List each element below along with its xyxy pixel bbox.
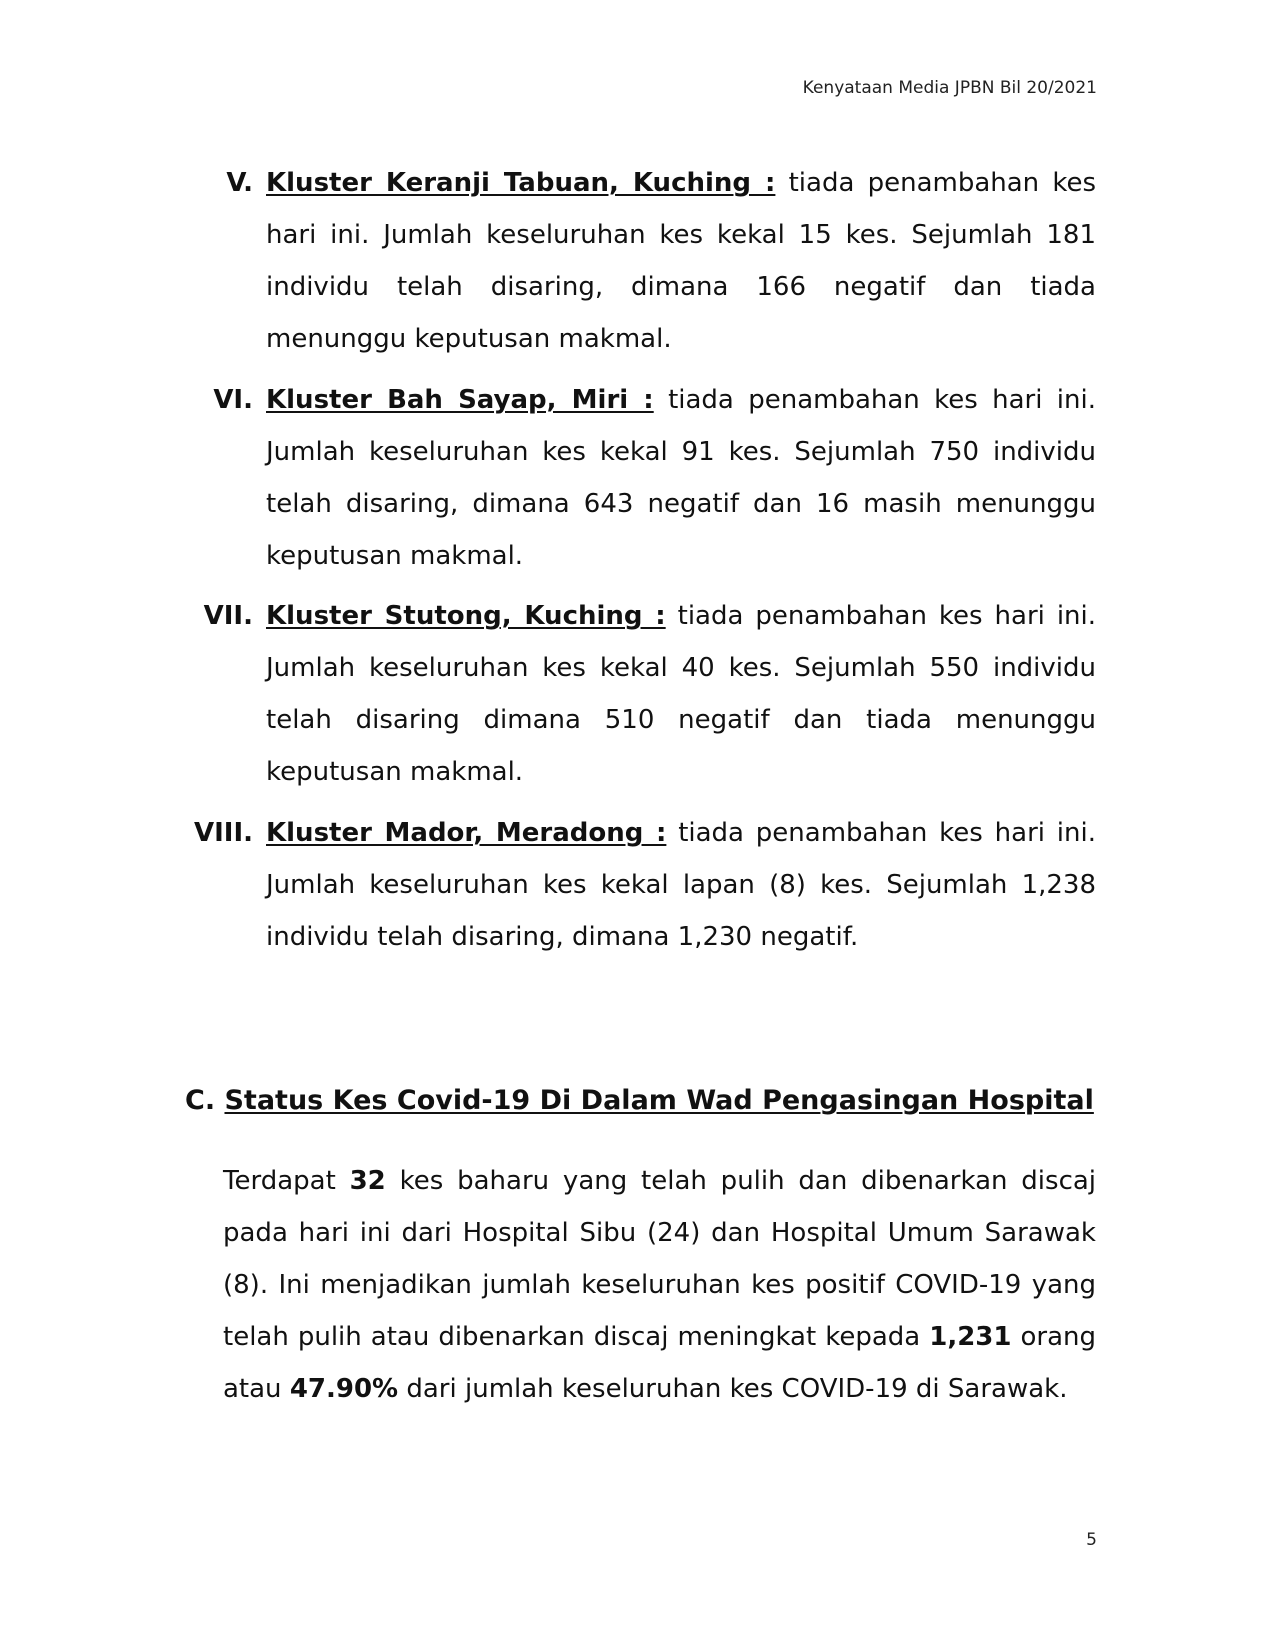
section-letter: C. [185, 1085, 216, 1116]
paragraph-text: orang atau [223, 1322, 1097, 1404]
cluster-title: Kluster Stutong, Kuching : [266, 601, 666, 631]
cluster-paragraph [266, 590, 1096, 798]
cluster-title: Kluster Mador, Meradong : [266, 818, 667, 848]
cluster-numeral: VI. [213, 385, 253, 415]
page-number: 5 [1086, 1530, 1097, 1550]
cluster-text: tiada penambahan kes hari ini. Jumlah keseluruhan kes kekal lapan (8) kes. Sejumlah 1,238 individu telah disaring, dimana 1,230 negatif. [266, 818, 1096, 952]
cluster-numeral: VII. [203, 601, 253, 631]
paragraph-text: Terdapat [223, 1166, 336, 1196]
cluster-paragraph [266, 374, 1096, 582]
cluster-text: tiada penambahan kes hari ini. Jumlah keseluruhan kes kekal 15 kes. Sejumlah 181 individu telah disaring, dimana 166 negatif dan tiada menunggu keputusan makmal. [266, 168, 1097, 354]
paragraph-text: dari jumlah keseluruhan kes COVID-19 di Sarawak. [406, 1374, 1068, 1404]
section-c-heading [185, 1085, 1094, 1116]
recovered-today-count: 32 [349, 1166, 386, 1196]
total-recovered-count: 1,231 [929, 1322, 1012, 1352]
document-reference-header: Kenyataan Media JPBN Bil 20/2021 [802, 78, 1097, 98]
section-c-paragraph [223, 1155, 1096, 1415]
cluster-title: Kluster Keranji Tabuan, Kuching : [266, 168, 776, 198]
cluster-text: tiada penambahan kes hari ini. Jumlah keseluruhan kes kekal 40 kes. Sejumlah 550 individu telah disaring dimana 510 negatif dan tiada menunggu keputusan makmal. [266, 601, 1097, 787]
cluster-text: tiada penambahan kes hari ini. Jumlah keseluruhan kes kekal 91 kes. Sejumlah 750 individu telah disaring, dimana 643 negatif dan 16 masih menunggu keputusan makmal. [266, 385, 1097, 571]
section-title: Status Kes Covid-19 Di Dalam Wad Pengasingan Hospital [224, 1085, 1094, 1116]
cluster-paragraph [266, 157, 1096, 365]
paragraph-text: kes baharu yang telah pulih dan dibenarkan discaj pada hari ini dari Hospital Sibu (24) dan Hospital Umum Sarawak (8). Ini menjadikan jumlah keseluruhan kes positif COVID-19 yang telah pulih atau dibenarkan discaj meningkat kepada [223, 1166, 1097, 1352]
cluster-title: Kluster Bah Sayap, Miri : [266, 385, 654, 415]
recovery-rate: 47.90% [289, 1374, 399, 1404]
cluster-numeral: V. [226, 168, 253, 198]
cluster-numeral: VIII. [193, 818, 253, 848]
cluster-paragraph [266, 807, 1096, 963]
